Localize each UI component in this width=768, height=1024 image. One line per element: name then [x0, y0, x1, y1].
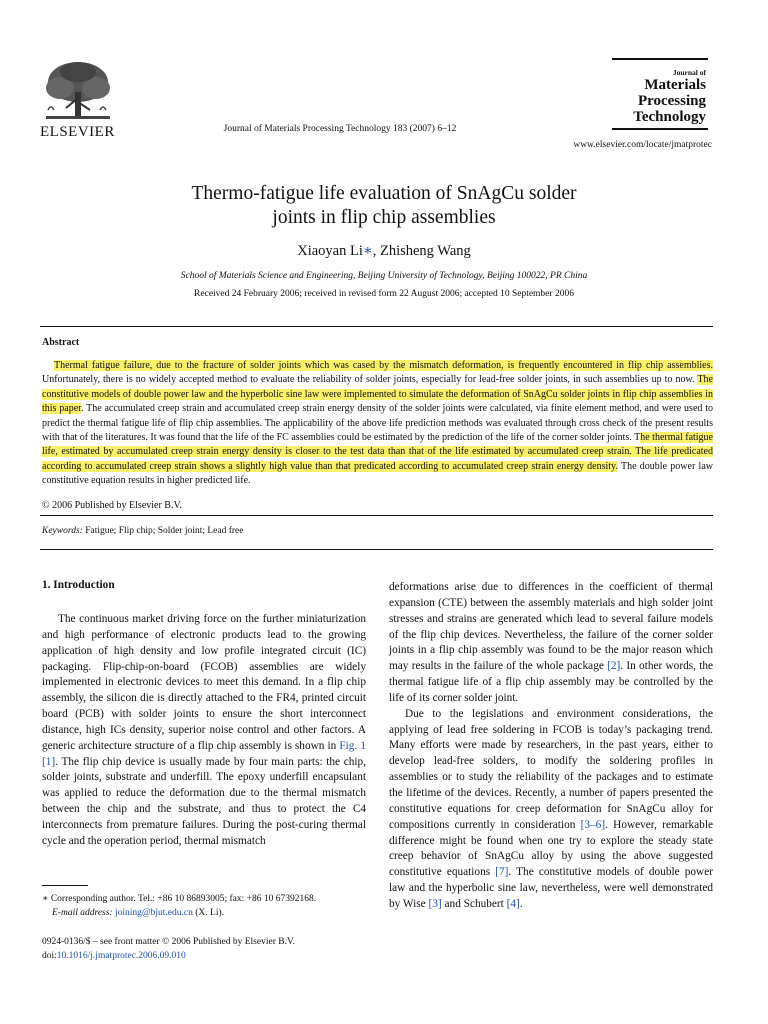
- front-matter: [42, 935, 295, 963]
- title-line-2: joints in flip chip assemblies: [272, 207, 496, 228]
- intro-p1-text-a: The continuous market driving force on the further miniaturization and high performance of electronic products lead to the growing application of high density and low profile integrated circuit (IC) packaging. Flip-chip-on-board (FCOB) assemblies are widely implemented in electronic devices to meet this demand. In a flip chip assembly, the silicon die is directly attached to the FR4, printed circuit board (PCB) with solder joints to ensure the short interconnect distance, high ICs density, superior noise control and other factors. A generic architecture structure of a flip chip assembly is shown in: [42, 613, 366, 752]
- abstract-copyright: © 2006 Published by Elsevier B.V.: [42, 500, 182, 511]
- doi-label: doi:: [42, 951, 57, 961]
- citation-link[interactable]: [7]: [495, 866, 509, 879]
- highlight-2: The constitutive models of double power law and the hyperbolic sine law were implemented to simulate the deformation of SnAgCu solder joints in flip chip assemblies in this paper: [42, 374, 713, 415]
- highlight-3: he thermal fatigue life, estimated by accumulated creep strain energy density is closer to the test data than that of the life estimated by accumulated creep strain. The life predicated according to accumulated creep strain shows a slightly high value than that predicated according to accumulated creep strain energy density.: [42, 432, 713, 472]
- journal-title-box: [612, 58, 708, 130]
- citation-link[interactable]: [3]: [428, 897, 442, 910]
- journal-name-line1: Materials: [644, 77, 706, 93]
- keywords: [42, 526, 244, 536]
- intro-paragraph-cont: [389, 580, 713, 707]
- publisher-name: ELSEVIER: [40, 124, 115, 140]
- footnote-star: ∗: [42, 894, 49, 904]
- footnote-line-2: [42, 906, 372, 920]
- abstract-text-4: . The accumulated creep strain and accumulated creep strain energy density of the solder joints were calculated, via finite element method, and were used to predict the thermal fatigue life of flip chip assemblies. The applicability of the above life prediction methods was evaluated through cross check of the present results with that of the literatures. It was found that the life of the FC assemblies could be estimated by the prediction of the life of the corner solder joints. T: [42, 403, 713, 444]
- col2-p2-text-a: Due to the legislations and environment considerations, the applying of lead free soldering in FCOB is today’s packaging trend. Many efforts were made by researchers, in the past years, either to develop lead-free solders, to modify the soldering profiles in assemblies or to study the reliability of the packages and to estimate the lifetime of the devices. Recently, a number of papers presented the constitutive equations for creep deformation for SnAgCu alloy for compositions currently in consideration: [389, 707, 713, 831]
- citation-link[interactable]: [4]: [506, 897, 520, 910]
- email-label: E-mail address:: [52, 908, 113, 918]
- abstract-text-6: The double power law constitutive equation results in higher predicted life.: [42, 460, 713, 487]
- elsevier-tree-logo-icon: [38, 58, 118, 126]
- keywords-text: Fatigue; Flip chip; Solder joint; Lead free: [82, 526, 244, 536]
- received-dates: Received 24 February 2006; received in revised form 22 August 2006; accepted 10 September 2006: [194, 289, 574, 299]
- abstract-text-2: Unfortunately, there is no widely accepted method to evaluate the reliability of solder joints, especially for lead-free solder joints, in such assemblies up to now.: [42, 374, 698, 386]
- doi-link[interactable]: 10.1016/j.jmatprotec.2006.09.010: [56, 951, 186, 961]
- col2-p2-text-d: and Schubert: [441, 897, 507, 910]
- keywords-label: Keywords:: [42, 526, 83, 536]
- journal-name-line3: Technology: [633, 109, 706, 125]
- journal-url[interactable]: www.elsevier.com/locate/jmatprotec: [573, 140, 712, 150]
- right-column: [389, 580, 713, 913]
- footnote-contact: Corresponding author. Tel.: +86 10 86893005; fax: +86 10 67392168.: [48, 894, 317, 904]
- section-heading-introduction: 1. Introduction: [42, 579, 115, 591]
- email-tail: (X. Li).: [192, 908, 225, 918]
- author-list: [100, 243, 668, 260]
- journal-reference: Journal of Materials Processing Technology 183 (2007) 6–12: [223, 124, 457, 134]
- col2-p1-text-b: . In other words, the thermal fatigue life of a flip chip assembly may be controlled by the life of its corner solder joint.: [389, 660, 714, 704]
- article-title: [100, 182, 668, 230]
- highlight-1: Thermal fatigue failure, due to the fracture of solder joints which was cased by the mismatch deformation, is frequently encountered in flip chip assemblies.: [54, 360, 713, 371]
- author-separator: ,: [372, 243, 380, 259]
- footnote-line-1: [42, 892, 372, 906]
- col2-p1-text-a: deformations arise due to differences in the coefficient of thermal expansion (CTE) between the assembly materials and high solder joint stresses and strains are generated which lead to several failure models of the flip chip devices. Nevertheless, the failure of the corner solder joints in a flip chip assembly was found to be the major reason which may results in the failure of the whole package: [389, 581, 713, 673]
- col2-p2-text-b: . However, remarkable difference might be found when one try to explore the steady state creep behavior of SnAgCu alloy by using the above suggested constitutive equations: [389, 818, 713, 879]
- footnote-rule: [42, 885, 88, 886]
- issn-line: 0924-0136/$ – see front matter © 2006 Published by Elsevier B.V.: [42, 937, 295, 947]
- journal-of-label: Journal of: [672, 68, 706, 77]
- intro-p1-text-b: . The flip chip device is usually made by four main parts: the chip, solder joints, substrate and underfill. The epoxy underfill encapsulant was applied to reduce the deformation due to the thermal mismatch between the chip and the substrate, and thus to protect the C4 interconnects from premature failures. During the post-curing thermal cycle and the operation period, thermal mismatch: [42, 755, 366, 847]
- keywords-top-rule: [40, 515, 713, 516]
- intro-paragraph-2: [389, 707, 713, 913]
- citation-link[interactable]: [1]: [42, 755, 56, 768]
- intro-paragraph-1: [42, 612, 366, 850]
- citation-link[interactable]: [3–6]: [580, 818, 606, 831]
- left-column: [42, 612, 366, 850]
- title-line-1: Thermo-fatigue life evaluation of SnAgCu solder: [191, 183, 577, 204]
- abstract-top-rule: [40, 326, 713, 327]
- affiliation: School of Materials Science and Engineering, Beijing University of Technology, Beijing 100022, PR China: [180, 271, 588, 281]
- author-2: Zhisheng Wang: [379, 243, 471, 259]
- doi-line: [42, 949, 295, 963]
- figure-link[interactable]: Fig. 1: [339, 739, 366, 752]
- journal-name-line2: Processing: [637, 93, 706, 109]
- col2-p2-text-c: . The constitutive models of double power law and the hyperbolic sine law, nevertheless, were well demonstrated by Wise: [389, 866, 713, 910]
- abstract-body: [42, 359, 713, 489]
- email-link[interactable]: joining@bjut.edu.cn: [114, 908, 193, 918]
- corresponding-author-marker[interactable]: ∗: [362, 243, 373, 259]
- author-1: Xiaoyan Li: [297, 243, 363, 259]
- corresponding-author-footnote: [42, 892, 372, 920]
- col2-p2-text-e: .: [519, 897, 523, 910]
- abstract-heading: Abstract: [42, 337, 80, 348]
- citation-link[interactable]: [2]: [607, 660, 621, 673]
- keywords-bottom-rule: [40, 549, 713, 550]
